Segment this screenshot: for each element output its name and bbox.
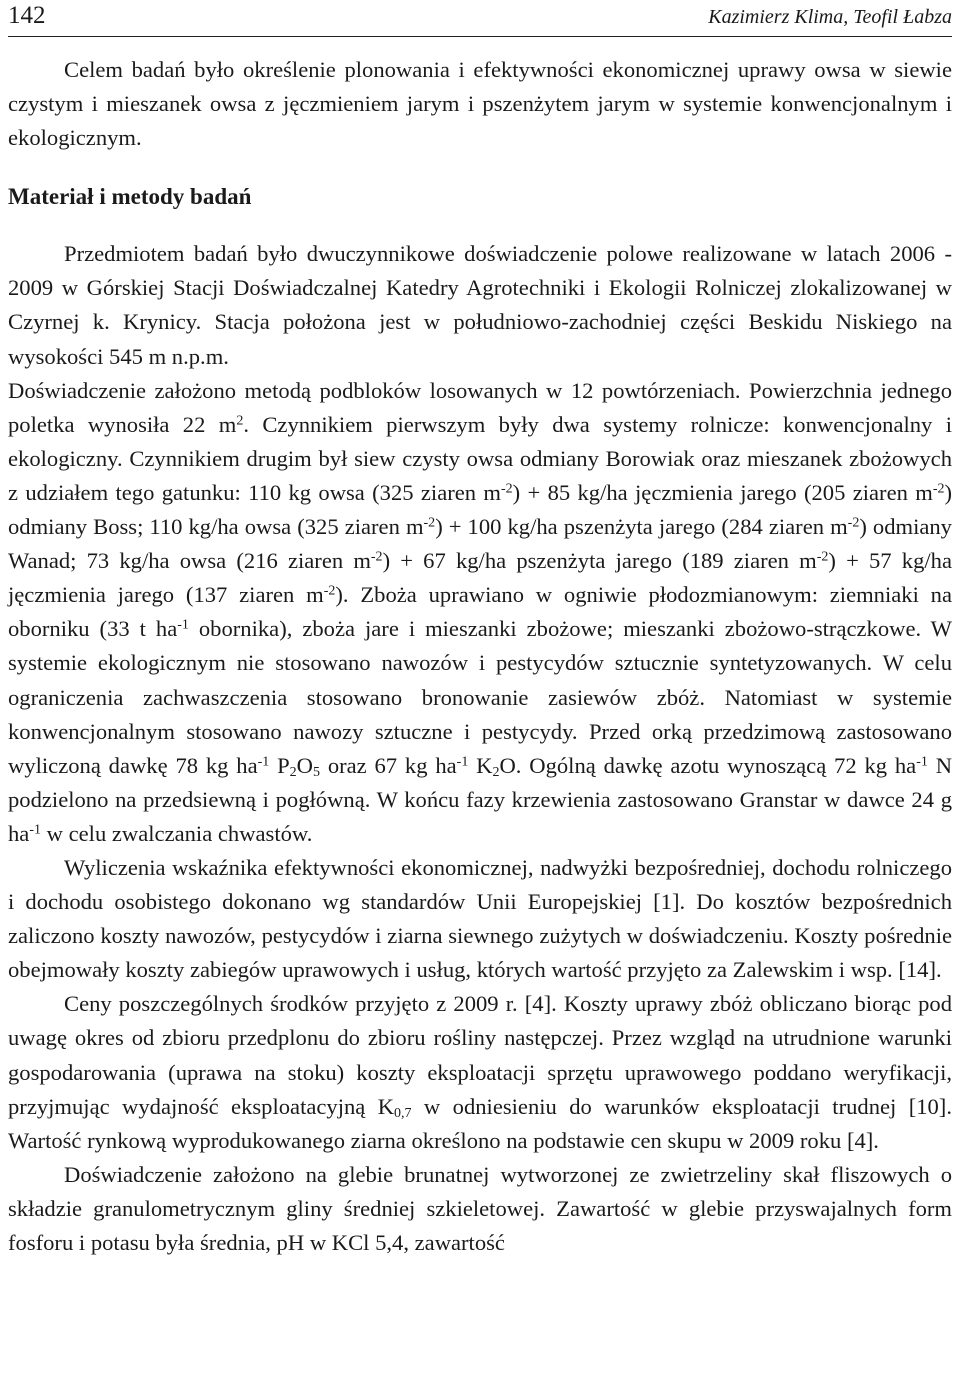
paragraph-economic-indicators: Wyliczenia wskaźnika efektywności ekonomicznej, nadwyżki bezpośredniej, dochodu rolniczego i dochodu osobistego dokonano wg standardów Unii Europejskiej [1]. Do kosztów bezpośrednich zaliczono koszty nawozów, pestycydów i ziarna siewnego zużytych w doświadczeniu. Koszty pośrednie obejmowały koszty zabiegów uprawowych i usług, których wartość przyjęto za Zalewskim i wsp. [14]. (8, 854, 952, 983)
paragraph-experiment-design: Doświadczenie założono metodą podbloków losowanych w 12 powtórzeniach. Powierzchnia jednego poletka wynosiła 22 $m^2$. Czynnikiem pierwszym były dwa systemy rolnicze: konwencjonalny i ekologiczny. Czynnikiem drugim był siew czysty owsa odmiany Borowiak oraz mieszanek zbożowych z udziałem tego gatunku: 110 kg owsa (325 ziaren $m^{-2}) + 85$ kg/ha jęczmienia jarego (205 ziaren $m^{-2}$) odmiany Boss; 110 kg/ha owsa (325 ziaren $m^{-2}) + 100$ kg/ha pszenżyta jarego (284 ziaren $m^{-2}$) odmiany Wanad; 73 kg/ha owsa (216 ziaren $m^{-2}) + 67$ kg/ha pszenżyta jarego (189 ziaren $m^{-2}) + 57$ kg/ha jęczmienia jarego (137 ziaren $m^{-2}$). Zboża uprawiano w ogniwie płodozmianowym: ziemniaki na oborniku (33 t $ha^{-1}$ obornika), zboża jare i mieszanki zbożowe; mieszanki zbożowo-strączkowe. W systemie ekologicznym nie stosowano nawozów i pestycydów sztucznie syntetyzowanych. W celu ograniczenia zachwaszczenia stosowano bronowanie zasiewów zbóż. Natomiast w systemie konwencjonalnym stosowano nawozy sztuczne i pestycydy. Przed orką przedzimową zastosowano wyliczoną dawkę 78 kg $ha^{-1}$ $P_2O_5$ oraz 67 kg $ha^{-1}$ $K_2O$. Ogólną dawkę azotu wynoszącą 72 kg $ha^{-1}$ N podzielono na przedsiewną i pogłówną. W końcu fazy krzewienia zastosowano Granstar w dawce 24 g $ha^{-1}$ w celu zwalczania chwastów. (8, 377, 953, 846)
running-head-authors: Kazimierz Klima, Teofil Łabza (708, 6, 952, 28)
page-number: 142 (8, 2, 46, 29)
paragraph-aim: Celem badań było określenie plonowania i efektywności ekonomicznej uprawy owsa w siewie czystym i mieszanek owsa z jęczmieniem jarym i pszenżytem jarym w systemie konwencjonalnym i ekologicznym. (8, 57, 952, 151)
page-header (8, 0, 952, 37)
page-body (8, 53, 952, 1260)
paragraph-soil: Doświadczenie założono na glebie brunatnej wytworzonej ze zwietrzeliny skał fliszowych o składzie granulometrycznym gliny średniej szkieletowej. Zawartość w glebie przyswajalnych form fosforu i potasu była średnia, pH w KCl 5,4, zawartość (8, 1161, 952, 1255)
section-heading: Materiał i metody badań (8, 184, 252, 210)
paragraph-experiment-site: Przedmiotem badań było dwuczynnikowe doświadczenie polowe realizowane w latach 2006 - 2009 w Górskiej Stacji Doświadczalnej Katedry Agrotechniki i Ekologii Rolniczej zlokalizowanej w Czyrnej k. Krynicy. Stacja położona jest w południowo-zachodniej części Beskidu Niskiego na wysokości 545 m n.p.m. (8, 241, 952, 369)
paragraph-prices-and-costs: Ceny poszczególnych środków przyjęto z 2009 r. [4]. Koszty uprawy zbóż obliczano biorąc pod uwagę okres od zbioru przedplonu do zbioru rośliny następczej. Przez wzgląd na utrudnione warunki gospodarowania (uprawa na stoku) koszty eksploatacji sprzętu uprawowego poddano weryfikacji, przyjmując wydajność eksploatacyjną $K_{0,7}$ w odniesieniu do warunków eksploatacji trudnej [10]. Wartość rynkową wyprodukowanego ziarna określono na podstawie cen skupu w 2009 roku [4]. (8, 991, 952, 1153)
